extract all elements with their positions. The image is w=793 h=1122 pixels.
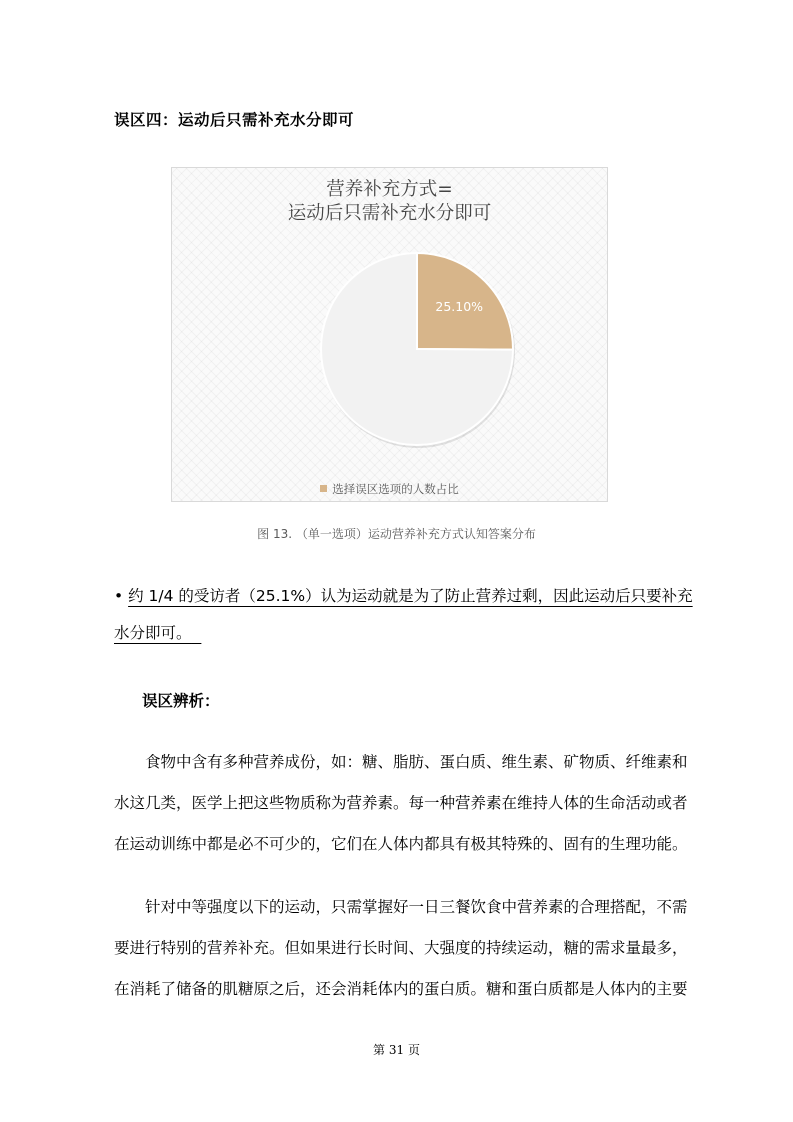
paragraph-1 (114, 742, 714, 865)
figure-caption: 图 13. （单一选项）运动营养补充方式认知答案分布 (257, 527, 536, 541)
bullet-line-2: 水分即可。 (114, 624, 192, 642)
legend-label: 选择误区选项的人数占比 (332, 482, 459, 496)
paragraph-2 (114, 887, 714, 1010)
chart-title-line-2: 运动后只需补充水分即可 (287, 203, 492, 224)
bullet-symbol: • (114, 587, 124, 605)
pie-chart (171, 167, 608, 502)
pie-svg (172, 168, 609, 503)
page-number: 第 31 页 (373, 1043, 420, 1057)
analysis-title: 误区辨析： (142, 692, 220, 710)
bullet-paragraph (114, 584, 714, 646)
section-heading: 误区四：运动后只需补充水分即可 (114, 111, 355, 129)
paragraph-2-line-1: 针对中等强度以下的运动，只需掌握好一日三餐饮食中营养素的合理搭配，不需 (145, 898, 688, 916)
paragraph-2-line-3: 在消耗了储备的肌糖原之后，还会消耗体内的蛋白质。糖和蛋白质都是人体内的主要 (114, 980, 688, 998)
paragraph-1-line-3: 在运动训练中都是必不可少的，它们在人体内都具有极其特殊的、固有的生理功能。 (114, 835, 688, 853)
paragraph-1-line-2: 水这几类，医学上把这些物质称为营养素。每一种营养素在维持人体的生命活动或者 (114, 794, 688, 812)
legend-swatch (320, 485, 327, 492)
chart-title-line-1: 营养补充方式= (326, 179, 453, 200)
bullet-line-1: 约 1/4 的受访者（25.1%）认为运动就是为了防止营养过剩，因此运动后只要补充 (128, 587, 693, 605)
paragraph-1-line-1: 食物中含有多种营养成份，如：糖、脂肪、蛋白质、维生素、矿物质、纤维素和 (145, 753, 688, 771)
pie-data-label-0: 25.10% (435, 299, 484, 315)
chart-legend (172, 481, 607, 497)
paragraph-2-line-2: 要进行特别的营养补充。但如果进行长时间、大强度的持续运动，糖的需求量最多， (114, 939, 688, 957)
